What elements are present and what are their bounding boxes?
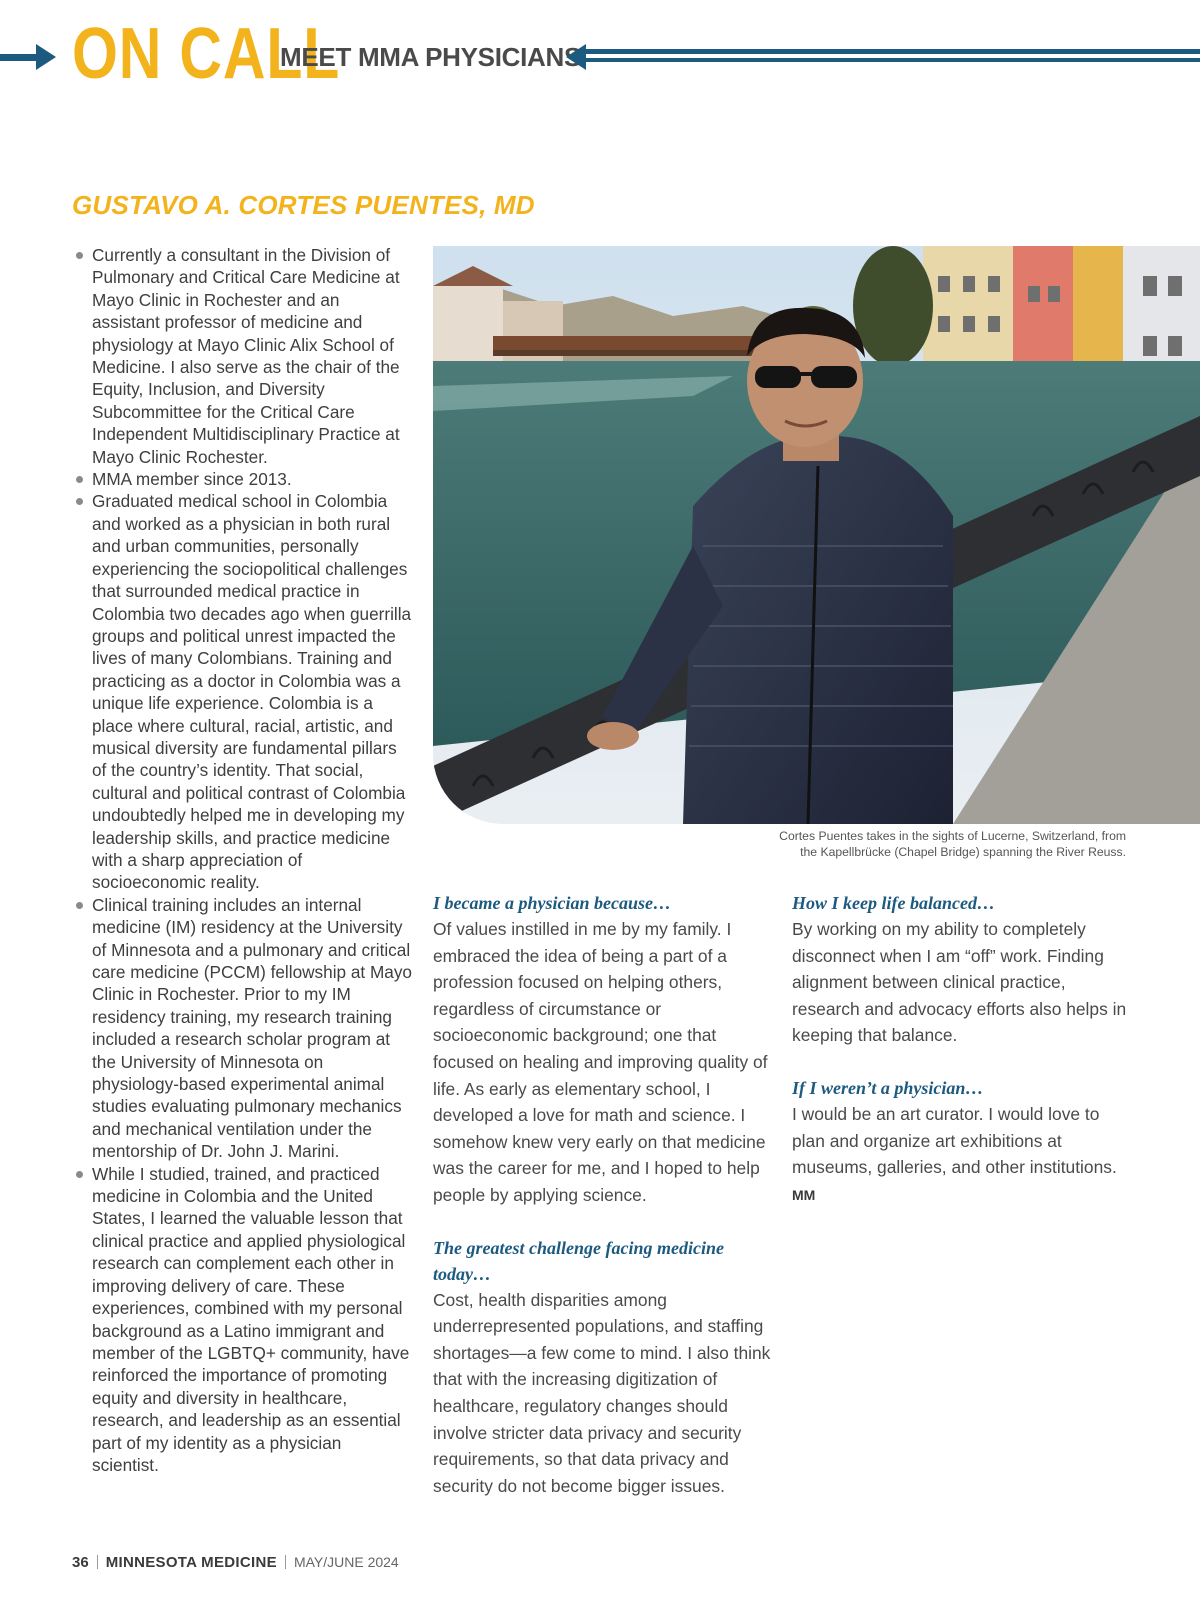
publication-name: MINNESOTA MEDICINE <box>105 1554 277 1571</box>
bio-bullet-list <box>72 244 412 1476</box>
page-number: 36 <box>72 1554 89 1571</box>
question-heading: How I keep life balanced… <box>792 893 995 913</box>
bio-bullet: Clinical training includes an internal medicine (IM) residency at the University of Minnesota and a pulmonary and critical care medicine (PCCM) fellowship at Mayo Clinic in Rochester. Prior to my IM residency training, my research training included a research scholar program at the University of Minnesota on physiology-based experimental animal studies evaluating pulmonary mechanics and mechanical ventilation under the mentorship of Dr. John J. Marini. <box>72 894 412 1163</box>
arrow-left-icon <box>566 44 586 70</box>
qa-column-middle <box>433 890 773 1525</box>
bio-bullet: Graduated medical school in Colombia and worked as a physician in both rural and urban communities, personally experiencing the sociopolitical challenges that surrounded medical practice in Colombia two decades ago when guerrilla groups and political unrest impacted the lives of many Colombians. Training and practicing as a doctor in Colombia was a unique life experience. Colombia is a place where cultural, racial, artistic, and musical diversity are fundamental pillars of the country’s identity. That social, cultural and political contrast of Colombia undoubtedly helped me in developing my leadership skills, and practice medicine with a sharp appreciation of socioeconomic reality. <box>72 490 412 893</box>
question-heading: I became a physician because… <box>433 893 671 913</box>
question-heading: The greatest challenge facing medicine today… <box>433 1237 724 1284</box>
arrow-right-icon <box>36 44 56 70</box>
qa-column-right <box>792 890 1132 1234</box>
footer-divider <box>97 1555 98 1569</box>
bio-bullet: MMA member since 2013. <box>72 468 412 490</box>
header-rule-right <box>584 49 1200 54</box>
page-header <box>0 14 1200 98</box>
section-title: ON CALL <box>72 14 341 94</box>
answer-text: By working on my ability to completely disconnect when I am “off” work. Finding alignment between clinical practice, research and advocacy efforts also helps in keeping that balance. <box>792 919 1127 1046</box>
answer-body: I would be an art curator. I would love to plan and organize art exhibitions at museums, galleries, and other institutions. <box>792 1103 1117 1178</box>
caption-line: Cortes Puentes takes in the sights of Lucerne, Switzerland, from <box>779 829 1126 843</box>
physician-name: GUSTAVO A. CORTES PUENTES, MD <box>72 190 535 220</box>
page-footer <box>72 1554 399 1571</box>
photo-caption <box>700 828 1126 860</box>
caption-line: the Kapellbrücke (Chapel Bridge) spanning the River Reuss. <box>800 845 1126 859</box>
answer-text: Cost, health disparities among underrepresented populations, and staffing shortages—a few come to mind. I also think that with the increasing digitization of healthcare, regulatory changes should involve stricter data privacy and security requirements, so that data privacy and security do not become bigger issues. <box>433 1289 771 1496</box>
bio-bullet: While I studied, trained, and practiced medicine in Colombia and the United States, I learned the valuable lesson that clinical practice and applied physiological research can complement each other in improving delivery of care. These experiences, combined with my personal background as a Latino immigrant and member of the LGBTQ+ community, have reinforced the importance of promoting equity and diversity in healthcare, research, and leadership as an essential part of my identity as a physician scientist. <box>72 1163 412 1477</box>
section-subtitle: MEET MMA PHYSICIANS <box>280 42 582 72</box>
header-rule-right-lower <box>584 58 1200 62</box>
portrait-photo <box>433 246 1200 824</box>
question-heading: If I weren’t a physician… <box>792 1077 984 1098</box>
end-mark: MM <box>792 1186 816 1203</box>
answer-text: Of values instilled in me by my family. I embraced the idea of being a part of a profession focused on helping others, regardless of circumstance or socioeconomic background; one that focused on healing and improving quality of life. As early as elementary school, I developed a love for math and science. I somehow knew very early on that medicine was the career for me, and I hoped to help people by applying science. <box>433 919 768 1205</box>
bio-bullet: Currently a consultant in the Division of Pulmonary and Critical Care Medicine at Mayo Clinic in Rochester and an assistant professor of medicine and physiology at Mayo Clinic Alix School of Medicine. I also serve as the chair of the Equity, Inclusion, and Diversity Subcommittee for the Critical Care Independent Multidisciplinary Practice at Mayo Clinic Rochester. <box>72 244 412 468</box>
issue-date: MAY/JUNE 2024 <box>293 1554 399 1570</box>
footer-divider <box>285 1555 286 1569</box>
answer-text <box>792 1101 1132 1208</box>
